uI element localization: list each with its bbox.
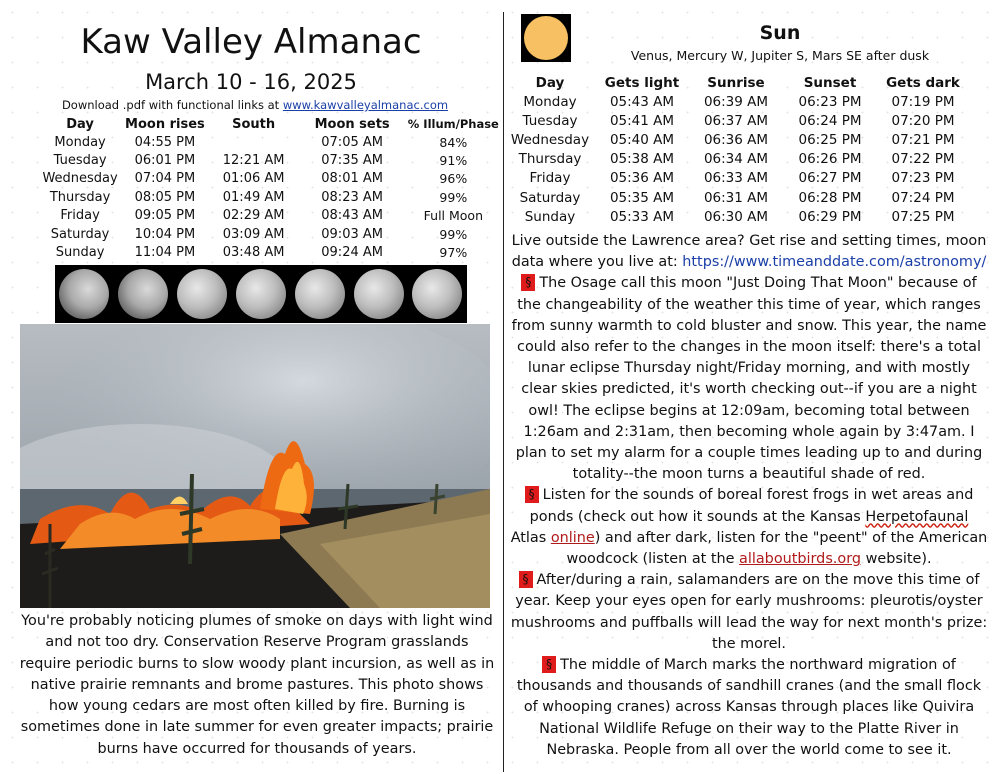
phase-cell: 99% — [439, 226, 468, 242]
day-cell: Sunday — [55, 245, 105, 261]
note-paragraph-1 — [510, 273, 988, 485]
header-gets-light: Gets light — [604, 74, 680, 91]
rise-cell: 07:04 PM — [134, 171, 196, 187]
header-illum-phase: % Illum/Phase — [407, 117, 499, 131]
phase-cell: 91% — [439, 153, 468, 169]
sunrise-cell: 06:36 AM — [703, 131, 769, 148]
sunset-cell: 06:28 PM — [798, 189, 862, 206]
moon-friday-image — [295, 269, 345, 319]
table-row — [38, 133, 502, 151]
phase-cell: 99% — [439, 189, 468, 205]
sunset-cell: 06:25 PM — [798, 131, 862, 148]
set-cell: 07:35 AM — [321, 153, 383, 169]
light-cell: 05:38 AM — [609, 151, 675, 168]
para2-text-e: website). — [861, 551, 932, 568]
prairie-burn-photo — [20, 324, 490, 608]
day-cell: Sunday — [524, 208, 576, 225]
light-cell: 05:33 AM — [609, 208, 675, 225]
header-day: Day — [66, 116, 94, 132]
table-row — [507, 207, 967, 226]
south-cell — [208, 133, 300, 151]
light-cell: 05:35 AM — [609, 189, 675, 206]
sunset-cell: 06:27 PM — [798, 170, 862, 187]
website-link[interactable]: www.kawvalleyalmanac.com — [282, 98, 449, 112]
dark-cell: 07:25 PM — [891, 208, 955, 225]
rise-cell: 09:05 PM — [134, 208, 196, 224]
table-row — [507, 130, 967, 149]
set-cell: 07:05 AM — [321, 134, 383, 150]
planets-note: Venus, Mercury W, Jupiter S, Mars SE after dusk — [630, 48, 930, 63]
note-paragraph-3 — [510, 570, 988, 655]
moon-sunday-image — [412, 269, 462, 319]
para4-text: The middle of March marks the northward migration of thousands and thousands of sandhill cranes (and the small flock of whooping cranes) across Kansas through places like Quivira National Wildlife Refuge on their way to the Platte River in Nebraska. People from all over the world come to see it. — [516, 657, 982, 758]
phase-cell: 84% — [439, 134, 468, 150]
phase-cell: 96% — [439, 171, 468, 187]
rise-cell: 08:05 PM — [134, 189, 196, 205]
south-cell: 01:49 AM — [222, 189, 285, 205]
column-divider — [503, 12, 504, 772]
sunrise-cell: 06:31 AM — [703, 189, 769, 206]
day-cell: Wednesday — [510, 131, 590, 148]
table-row — [507, 92, 967, 111]
moon-thursday-image — [236, 269, 286, 319]
rise-cell: 10:04 PM — [134, 226, 196, 242]
phase-cell: 97% — [439, 245, 468, 261]
light-cell: 05:36 AM — [609, 170, 675, 187]
section-bullet-icon: § — [521, 274, 535, 291]
para2-text-a: Listen for the sounds of boreal forest frogs in wet areas and ponds (check out how it sounds at the Kansas — [529, 487, 974, 525]
day-cell: Monday — [54, 134, 106, 150]
dark-cell: 07:20 PM — [891, 112, 955, 129]
rise-cell: 04:55 PM — [134, 134, 196, 150]
section-bullet-icon: § — [542, 656, 556, 673]
sunrise-cell: 06:33 AM — [703, 170, 769, 187]
header-sunset: Sunset — [803, 74, 857, 91]
header-south: South — [232, 116, 276, 132]
moon-phase-strip — [55, 265, 467, 323]
allaboutbirds-link[interactable]: allaboutbirds.org — [739, 551, 861, 568]
sun-icon — [521, 14, 571, 62]
sunrise-cell: 06:39 AM — [703, 93, 769, 110]
day-cell: Thursday — [49, 189, 111, 205]
sunset-cell: 06:24 PM — [798, 112, 862, 129]
dark-cell: 07:19 PM — [891, 93, 955, 110]
section-bullet-icon: § — [525, 486, 539, 503]
para1-text: The Osage call this moon "Just Doing That Moon" because of the changeability of the weather this time of year, which ranges from sunny warmth to cold bluster and snow. This year, the name could also refer to the changes in the moon itself: there's a total lunar eclipse Thursday night/Friday morning, and with mostly clear skies predicted, it's worth checking out--if you are a night owl! The eclipse begins at 12:09am, becoming total between 1:26am and 2:31am, then becoming whole again by 3:47am. I plan to set my alarm for a couple times leading up to and during totality--the moon turns a beautiful shade of red. — [511, 275, 987, 483]
sun-section-title: Sun — [759, 22, 801, 44]
timeanddate-link[interactable]: https://www.timeanddate.com/astronomy/ — [682, 254, 987, 271]
sunrise-cell: 06:37 AM — [703, 112, 769, 129]
sunset-cell: 06:26 PM — [798, 151, 862, 168]
header-sunrise: Sunrise — [707, 74, 765, 91]
table-row — [507, 169, 967, 188]
day-cell: Friday — [60, 208, 100, 224]
para3-text: After/during a rain, salamanders are on the move this time of year. Keep your eyes open for early mushrooms: pleurotis/oyster mushrooms and puffballs will lead the way for next month's prize: the morel. — [510, 572, 988, 652]
light-cell: 05:43 AM — [609, 93, 675, 110]
para2-text-d: ) and after dark, listen for the "peent" of the American woodcock (listen at the — [566, 529, 988, 568]
notes-body — [510, 231, 988, 761]
note-paragraph-2 — [510, 485, 988, 570]
south-cell: 12:21 AM — [222, 153, 285, 169]
south-cell: 03:09 AM — [222, 226, 285, 242]
download-note — [0, 97, 510, 113]
phase-cell: Full Moon — [423, 208, 483, 224]
header-day: Day — [535, 74, 565, 91]
table-row — [507, 150, 967, 169]
day-cell: Tuesday — [53, 153, 107, 169]
day-cell: Monday — [523, 93, 577, 110]
day-cell: Wednesday — [42, 171, 118, 187]
sun-table-header — [507, 73, 967, 92]
almanac-title: Kaw Valley Almanac — [80, 22, 422, 62]
table-row — [507, 111, 967, 130]
table-row — [507, 188, 967, 207]
set-cell: 08:23 AM — [321, 189, 383, 205]
table-row — [38, 243, 502, 261]
dark-cell: 07:21 PM — [891, 131, 955, 148]
moon-table-header — [38, 115, 502, 133]
table-row — [38, 188, 502, 206]
para2-text-c: Atlas — [510, 529, 551, 546]
set-cell: 09:03 AM — [321, 226, 383, 242]
table-row — [38, 207, 502, 225]
location-note — [510, 231, 988, 273]
photo-caption: You're probably noticing plumes of smoke on days with light wind and not too dry. Conservation Reserve Program grasslands require periodic burns to slow woody plant incursion, as well as in native prairie remnants and brome pastures. This photo shows how young cedars are most often killed by fire. Burning is sometimes done in late summer for even greater impacts; prairie burns have occurred for thousands of years. — [19, 613, 495, 757]
para2-text-b: Herpetofaunal — [865, 508, 969, 525]
table-row — [38, 170, 502, 188]
day-cell: Friday — [529, 170, 571, 187]
day-cell: Tuesday — [522, 112, 578, 129]
light-cell: 05:41 AM — [609, 112, 675, 129]
header-gets-dark: Gets dark — [886, 74, 960, 91]
set-cell: 08:43 AM — [321, 208, 383, 224]
light-cell: 05:40 AM — [609, 131, 675, 148]
moon-monday-image — [59, 269, 109, 319]
dark-cell: 07:23 PM — [891, 170, 955, 187]
moon-saturday-image — [354, 269, 404, 319]
day-cell: Saturday — [519, 189, 581, 206]
south-cell: 03:48 AM — [222, 245, 285, 261]
set-cell: 09:24 AM — [321, 245, 383, 261]
herp-atlas-online-link[interactable]: online — [550, 529, 595, 546]
moon-tuesday-image — [118, 269, 168, 319]
header-moon-sets: Moon sets — [314, 116, 390, 132]
prairie-burn-illustration — [20, 324, 490, 608]
day-cell: Saturday — [50, 226, 110, 242]
header-moon-rises: Moon rises — [125, 116, 205, 132]
section-bullet-icon: § — [519, 571, 533, 588]
download-prefix: Download .pdf with functional links at — [61, 98, 283, 112]
sunset-cell: 06:23 PM — [798, 93, 862, 110]
south-cell: 01:06 AM — [222, 171, 285, 187]
table-row — [38, 151, 502, 169]
day-cell: Thursday — [518, 151, 582, 168]
date-range: March 10 - 16, 2025 — [145, 70, 357, 94]
sun-table — [507, 73, 967, 226]
moon-table — [38, 115, 502, 262]
moon-wednesday-image — [177, 269, 227, 319]
sunset-cell: 06:29 PM — [798, 208, 862, 225]
dark-cell: 07:22 PM — [891, 151, 955, 168]
rise-cell: 11:04 PM — [134, 245, 196, 261]
rise-cell: 06:01 PM — [134, 153, 196, 169]
table-row — [38, 225, 502, 243]
sunrise-cell: 06:30 AM — [703, 208, 769, 225]
set-cell: 08:01 AM — [321, 171, 383, 187]
dark-cell: 07:24 PM — [891, 189, 955, 206]
sunrise-cell: 06:34 AM — [703, 151, 769, 168]
location-note-text: Live outside the Lawrence area? Get rise and setting times, moon data where you live at: — [511, 233, 987, 271]
south-cell: 02:29 AM — [222, 208, 285, 224]
note-paragraph-4 — [510, 655, 988, 761]
